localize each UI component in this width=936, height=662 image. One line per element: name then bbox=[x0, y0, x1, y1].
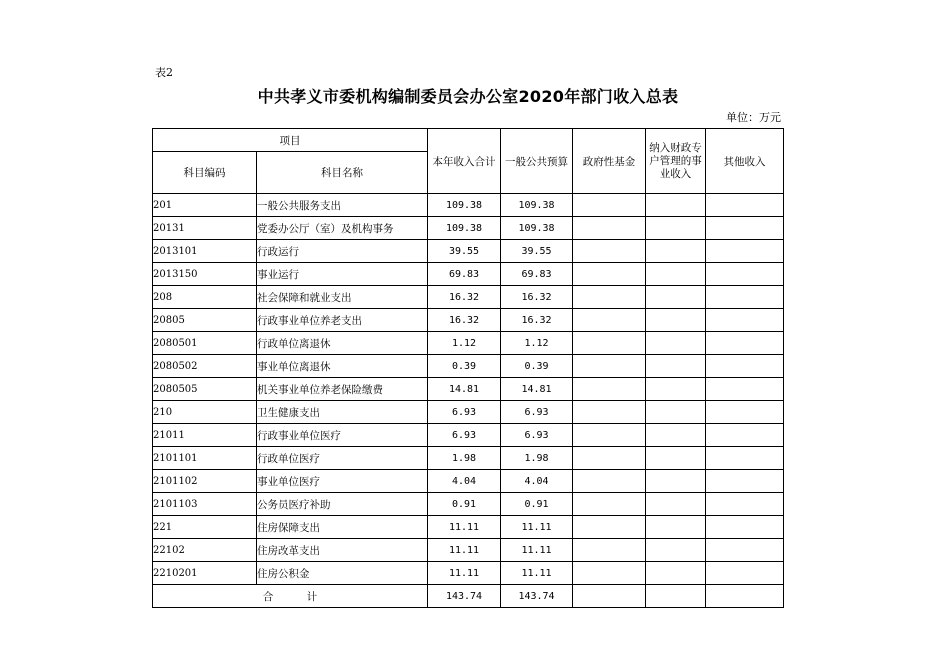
other-income-cell bbox=[706, 447, 784, 470]
subject-code-cell: 2101103 bbox=[153, 493, 257, 516]
subject-name-cell: 住房公积金 bbox=[257, 562, 428, 585]
special-account-cell bbox=[646, 309, 706, 332]
special-account-cell bbox=[646, 401, 706, 424]
table-row bbox=[153, 378, 784, 401]
general-budget-cell: 39.55 bbox=[501, 240, 573, 263]
gov-fund-total-cell bbox=[573, 585, 646, 608]
table-row bbox=[153, 240, 784, 263]
gov-fund-cell bbox=[573, 539, 646, 562]
general-budget-cell: 16.32 bbox=[501, 286, 573, 309]
subject-code-cell: 2101101 bbox=[153, 447, 257, 470]
special-account-cell bbox=[646, 424, 706, 447]
total-income-cell: 6.93 bbox=[428, 401, 501, 424]
subject-code-cell: 21011 bbox=[153, 424, 257, 447]
special-account-cell bbox=[646, 470, 706, 493]
subject-name-cell: 事业单位离退休 bbox=[257, 355, 428, 378]
special-account-cell bbox=[646, 378, 706, 401]
table-row bbox=[153, 263, 784, 286]
total-income-cell: 16.32 bbox=[428, 286, 501, 309]
general-budget-cell: 109.38 bbox=[501, 217, 573, 240]
header-subject-code: 科目编码 bbox=[153, 152, 257, 194]
table-row bbox=[153, 424, 784, 447]
total-income-cell: 39.55 bbox=[428, 240, 501, 263]
gov-fund-cell bbox=[573, 516, 646, 539]
subject-name-cell: 卫生健康支出 bbox=[257, 401, 428, 424]
other-income-cell bbox=[706, 562, 784, 585]
header-subject-name: 科目名称 bbox=[257, 152, 428, 194]
table-row bbox=[153, 470, 784, 493]
subject-name-cell: 行政单位离退休 bbox=[257, 332, 428, 355]
gov-fund-cell bbox=[573, 217, 646, 240]
general-budget-cell: 1.98 bbox=[501, 447, 573, 470]
gov-fund-cell bbox=[573, 263, 646, 286]
special-account-cell bbox=[646, 539, 706, 562]
gov-fund-cell bbox=[573, 332, 646, 355]
subject-name-cell: 社会保障和就业支出 bbox=[257, 286, 428, 309]
general-budget-cell: 11.11 bbox=[501, 562, 573, 585]
special-account-cell bbox=[646, 286, 706, 309]
general-budget-cell: 1.12 bbox=[501, 332, 573, 355]
other-income-cell bbox=[706, 332, 784, 355]
total-income-cell: 11.11 bbox=[428, 562, 501, 585]
special-account-total-cell bbox=[646, 585, 706, 608]
subject-name-cell: 一般公共服务支出 bbox=[257, 194, 428, 217]
general-budget-cell: 0.39 bbox=[501, 355, 573, 378]
special-account-cell bbox=[646, 493, 706, 516]
subject-code-cell: 208 bbox=[153, 286, 257, 309]
other-income-cell bbox=[706, 378, 784, 401]
total-income-cell: 109.38 bbox=[428, 194, 501, 217]
total-income-cell: 11.11 bbox=[428, 516, 501, 539]
other-income-cell bbox=[706, 401, 784, 424]
other-income-cell bbox=[706, 217, 784, 240]
subject-code-cell: 2080505 bbox=[153, 378, 257, 401]
table-row bbox=[153, 562, 784, 585]
other-income-cell bbox=[706, 516, 784, 539]
subject-code-cell: 22102 bbox=[153, 539, 257, 562]
subject-code-cell: 2080501 bbox=[153, 332, 257, 355]
document-title: 中共孝义市委机构编制委员会办公室2020年部门收入总表 bbox=[257, 87, 679, 106]
subject-code-cell: 201 bbox=[153, 194, 257, 217]
subject-name-cell: 事业运行 bbox=[257, 263, 428, 286]
subject-name-cell: 机关事业单位养老保险缴费 bbox=[257, 378, 428, 401]
other-income-cell bbox=[706, 424, 784, 447]
general-budget-cell: 109.38 bbox=[501, 194, 573, 217]
total-income-cell: 0.39 bbox=[428, 355, 501, 378]
subject-name-cell: 行政运行 bbox=[257, 240, 428, 263]
subject-name-cell: 行政事业单位医疗 bbox=[257, 424, 428, 447]
table-row bbox=[153, 332, 784, 355]
subject-name-cell: 行政事业单位养老支出 bbox=[257, 309, 428, 332]
table-row bbox=[153, 493, 784, 516]
gov-fund-cell bbox=[573, 309, 646, 332]
total-income-cell: 16.32 bbox=[428, 309, 501, 332]
other-income-cell bbox=[706, 309, 784, 332]
total-income-cell: 11.11 bbox=[428, 539, 501, 562]
other-income-cell bbox=[706, 240, 784, 263]
header-gov-fund: 政府性基金 bbox=[573, 129, 646, 194]
total-income-cell: 1.98 bbox=[428, 447, 501, 470]
general-budget-total-cell: 143.74 bbox=[501, 585, 573, 608]
special-account-cell bbox=[646, 217, 706, 240]
total-income-total-cell: 143.74 bbox=[428, 585, 501, 608]
header-total-income: 本年收入合计 bbox=[428, 129, 501, 194]
gov-fund-cell bbox=[573, 355, 646, 378]
table-row bbox=[153, 401, 784, 424]
special-account-cell bbox=[646, 355, 706, 378]
subject-code-cell: 20805 bbox=[153, 309, 257, 332]
header-other-income: 其他收入 bbox=[706, 129, 784, 194]
other-income-total-cell bbox=[706, 585, 784, 608]
total-income-cell: 14.81 bbox=[428, 378, 501, 401]
table-row bbox=[153, 217, 784, 240]
gov-fund-cell bbox=[573, 470, 646, 493]
total-row bbox=[153, 585, 784, 608]
table-row bbox=[153, 539, 784, 562]
subject-code-cell: 20131 bbox=[153, 217, 257, 240]
table-row bbox=[153, 286, 784, 309]
subject-code-cell: 2013150 bbox=[153, 263, 257, 286]
total-income-cell: 6.93 bbox=[428, 424, 501, 447]
subject-name-cell: 事业单位医疗 bbox=[257, 470, 428, 493]
table-row bbox=[153, 194, 784, 217]
unit-label: 单位：万元 bbox=[726, 111, 781, 124]
gov-fund-cell bbox=[573, 493, 646, 516]
other-income-cell bbox=[706, 286, 784, 309]
total-income-cell: 69.83 bbox=[428, 263, 501, 286]
gov-fund-cell bbox=[573, 378, 646, 401]
special-account-cell bbox=[646, 332, 706, 355]
subject-code-cell: 2210201 bbox=[153, 562, 257, 585]
other-income-cell bbox=[706, 470, 784, 493]
table-row bbox=[153, 516, 784, 539]
table-row bbox=[153, 309, 784, 332]
header-project-group: 项目 bbox=[153, 129, 428, 152]
general-budget-cell: 4.04 bbox=[501, 470, 573, 493]
subject-name-cell: 住房改革支出 bbox=[257, 539, 428, 562]
special-account-cell bbox=[646, 516, 706, 539]
special-account-cell bbox=[646, 194, 706, 217]
gov-fund-cell bbox=[573, 194, 646, 217]
special-account-cell bbox=[646, 562, 706, 585]
total-label: 合 计 bbox=[153, 585, 428, 608]
other-income-cell bbox=[706, 493, 784, 516]
total-income-cell: 0.91 bbox=[428, 493, 501, 516]
general-budget-cell: 11.11 bbox=[501, 516, 573, 539]
subject-code-cell: 2101102 bbox=[153, 470, 257, 493]
header-special-account-income: 纳入财政专户管理的事业收入 bbox=[646, 129, 706, 194]
table-row bbox=[153, 355, 784, 378]
gov-fund-cell bbox=[573, 447, 646, 470]
gov-fund-cell bbox=[573, 286, 646, 309]
subject-code-cell: 210 bbox=[153, 401, 257, 424]
total-income-cell: 109.38 bbox=[428, 217, 501, 240]
gov-fund-cell bbox=[573, 424, 646, 447]
general-budget-cell: 11.11 bbox=[501, 539, 573, 562]
other-income-cell bbox=[706, 194, 784, 217]
general-budget-cell: 69.83 bbox=[501, 263, 573, 286]
gov-fund-cell bbox=[573, 240, 646, 263]
general-budget-cell: 14.81 bbox=[501, 378, 573, 401]
subject-name-cell: 公务员医疗补助 bbox=[257, 493, 428, 516]
subject-code-cell: 2013101 bbox=[153, 240, 257, 263]
total-income-cell: 4.04 bbox=[428, 470, 501, 493]
subject-code-cell: 2080502 bbox=[153, 355, 257, 378]
special-account-cell bbox=[646, 447, 706, 470]
general-budget-cell: 0.91 bbox=[501, 493, 573, 516]
subject-name-cell: 行政单位医疗 bbox=[257, 447, 428, 470]
other-income-cell bbox=[706, 355, 784, 378]
header-general-budget: 一般公共预算 bbox=[501, 129, 573, 194]
general-budget-cell: 6.93 bbox=[501, 401, 573, 424]
gov-fund-cell bbox=[573, 401, 646, 424]
table-row bbox=[153, 447, 784, 470]
subject-name-cell: 党委办公厅（室）及机构事务 bbox=[257, 217, 428, 240]
special-account-cell bbox=[646, 240, 706, 263]
income-summary-table bbox=[152, 128, 784, 608]
other-income-cell bbox=[706, 539, 784, 562]
special-account-cell bbox=[646, 263, 706, 286]
gov-fund-cell bbox=[573, 562, 646, 585]
other-income-cell bbox=[706, 263, 784, 286]
subject-name-cell: 住房保障支出 bbox=[257, 516, 428, 539]
general-budget-cell: 6.93 bbox=[501, 424, 573, 447]
total-income-cell: 1.12 bbox=[428, 332, 501, 355]
table-number-label: 表2 bbox=[155, 66, 173, 79]
general-budget-cell: 16.32 bbox=[501, 309, 573, 332]
subject-code-cell: 221 bbox=[153, 516, 257, 539]
